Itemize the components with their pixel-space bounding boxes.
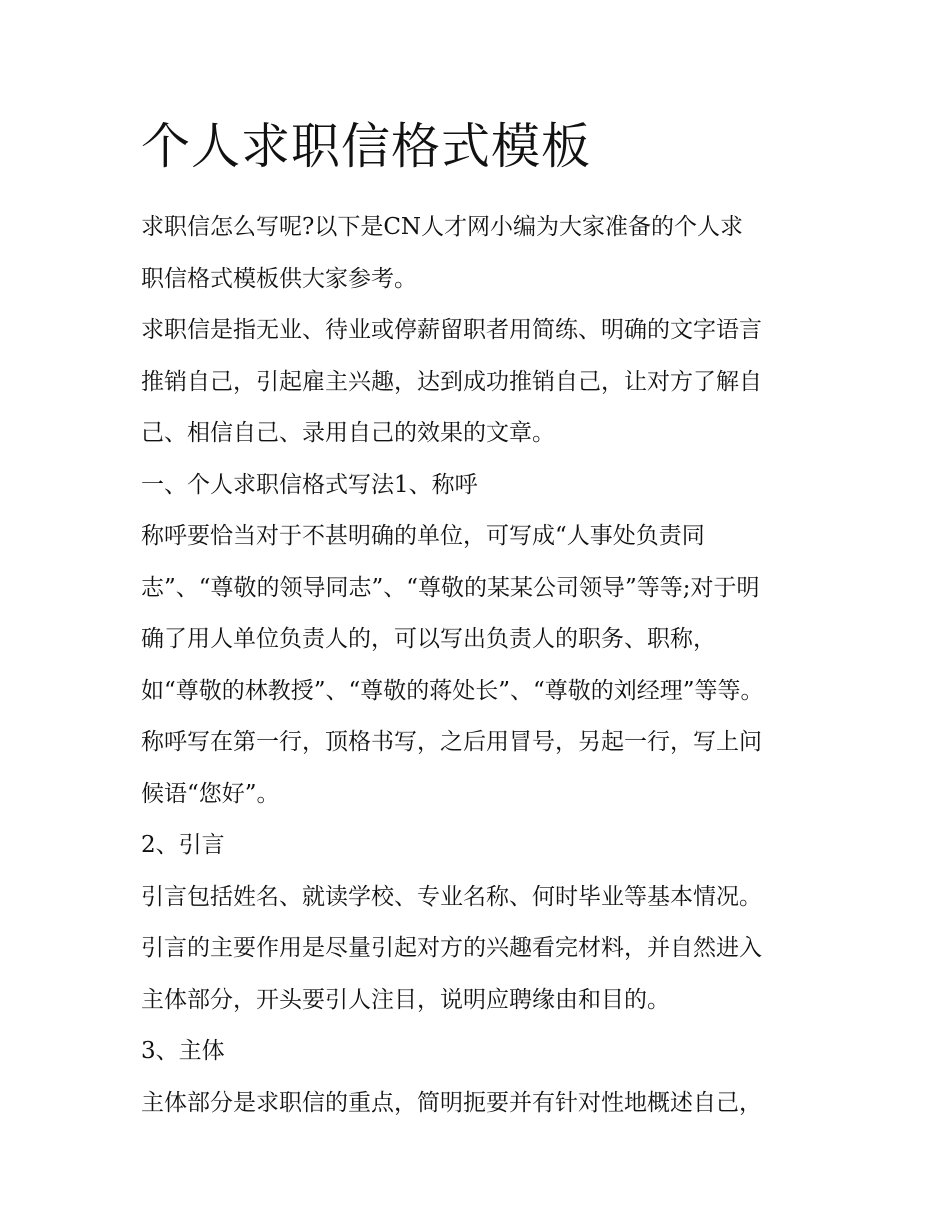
text-line: 己、相信自己、录用自己的效果的文章。 <box>141 420 555 446</box>
text-line: 求职信怎么写呢?以下是CN人才网小编为大家准备的个人求 <box>141 214 744 240</box>
text-line: 引言包括姓名、就读学校、专业名称、何时毕业等基本情况。 <box>141 883 762 910</box>
text-line: 志”、“尊敬的领导同志”、“尊敬的某某公司领导”等等;对于明 <box>141 574 760 601</box>
section-heading: 一、个人求职信格式写法1、称呼 <box>141 471 478 498</box>
text-line: 主体部分，开头要引人注目，说明应聘缘由和目的。 <box>141 986 670 1013</box>
text-line: 职信格式模板供大家参考。 <box>141 265 417 292</box>
text-line: 确了用人单位负责人的，可以写出负责人的职务、职称， <box>141 626 716 652</box>
text-line: 如“尊敬的林教授”、“尊敬的蒋处长”、“尊敬的刘经理”等等。 <box>141 677 764 704</box>
document-body <box>141 112 816 1129</box>
text-line: 称呼写在第一行，顶格书写，之后用冒号，另起一行，写上问 <box>141 729 762 755</box>
document-title: 个人求职信格式模板 <box>141 118 592 175</box>
text-line: 引言的主要作用是尽量引起对方的兴趣看完材料，并自然进入 <box>141 935 762 961</box>
text-line: 主体部分是求职信的重点，简明扼要并有针对性地概述自己， <box>141 1089 762 1116</box>
text-line: 候语“您好”。 <box>141 780 280 807</box>
section-heading: 2、引言 <box>141 832 225 858</box>
section-heading: 3、主体 <box>141 1038 225 1064</box>
text-line: 推销自己，引起雇主兴趣，达到成功推销自己，让对方了解自 <box>141 368 762 395</box>
text-line: 求职信是指无业、待业或停薪留职者用简练、明确的文字语言 <box>141 317 762 343</box>
text-line: 称呼要恰当对于不甚明确的单位，可写成“人事处负责同 <box>141 523 705 549</box>
